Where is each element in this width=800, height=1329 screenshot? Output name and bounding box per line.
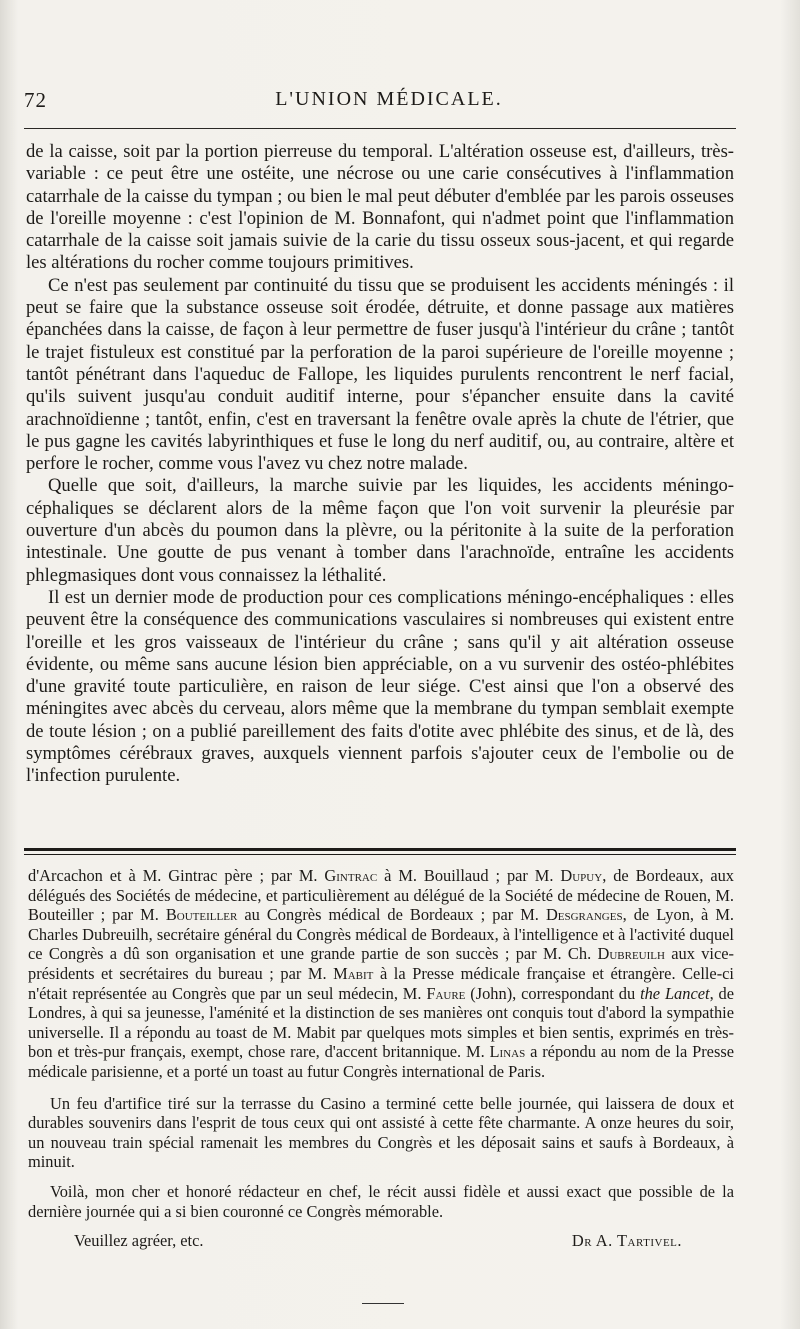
person-name: Dupuy xyxy=(560,866,603,885)
author-signature: Dr A. Tartivel. xyxy=(571,1231,682,1251)
salutation: Veuillez agréer, etc. xyxy=(74,1231,204,1251)
footnote-section xyxy=(28,866,734,1253)
person-name: Faure xyxy=(426,983,466,1003)
person-name: Gintrac xyxy=(324,866,378,885)
footnote-text: à la Presse médicale française et étrangère. Celle-ci n'était représentée au Congrès que par un seul médecin, M. xyxy=(28,963,734,1003)
footnote-text: , de Londres, à qui sa jeunesse, l'aménité et la distinction de ses manières ont conquis tout d'abord la sympathie universelle. Il a répondu au toast de M. Mabit par quelques mots simples et bien sentis, exprimés en très-bon et très-pur français, exempt, chose rare, d'accent britannique. M. xyxy=(28,983,734,1062)
article-paragraph-4: Il est un dernier mode de production pour ces complications méningo-encéphaliques : elles peuvent être la conséquence des communications vasculaires si nombreuses qui existent entre l'oreille et les gros vaisseaux de l'intérieur du crâne ; sans qu'il y ait altération osseuse évidente, ou même sans aucune lésion bien appréciable, on a vu survenir des ostéo-phlébites d'une gravité toute particulière, en raison de leur siége. C'est ainsi que l'on a observé des méningites avec abcès du cerveau, alors même que la membrane du tympan semblait exempte de toute lésion ; on a publié pareillement des faits d'otite avec phlébite des sinus, et de là, des symptômes cérébraux graves, auxquels viennent parfois s'ajouter ceux de l'embolie ou de l'infection purulente. xyxy=(26,586,734,787)
main-article-text xyxy=(26,141,734,788)
page-header xyxy=(24,88,754,118)
header-rule xyxy=(24,128,736,129)
footnote-text: au Congrès médical de Bordeaux ; par M. xyxy=(237,905,546,925)
footnote-text: , de Bordeaux, aux délégués des Sociétés de médecine, et particulièrement au délégué de la Société de médecine de Rouen, M. Bouteiller ; par M. xyxy=(28,866,734,925)
footnote-text: à M. Bouillaud ; par M. xyxy=(377,866,561,885)
person-name: Bouteiller xyxy=(165,905,238,925)
footnote-text: d'Arcachon et à M. Gintrac père ; par M. xyxy=(28,866,325,885)
person-name: Dubreuilh xyxy=(597,944,665,964)
footnote-text: (John), correspondant du xyxy=(465,983,641,1003)
article-paragraph-1: de la caisse, soit par la portion pierreuse du temporal. L'altération osseuse est, d'ailleurs, très-variable : ce peut être une ostéite, une nécrose ou une carie consécutives à l'inflammation catarrhale de la caisse du tympan ; ou bien le mal peut débuter d'emblée par les parois osseuses de l'oreille moyenne : c'est l'opinion de M. Bonnafont, qui n'admet point que l'inflammation catarrhale de la caisse soit jamais suivie de la carie du tissu osseux sous-jacent, et qui regarde les altérations du rocher comme toujours primitives. xyxy=(26,141,734,274)
person-name: Desgranges xyxy=(545,905,623,925)
footnote-paragraph-closing: Voilà, mon cher et honoré rédacteur en chef, le récit aussi fidèle et aussi exact que possible de la dernière journée qui a si bien couronné ce Congrès mémorable. xyxy=(28,1181,734,1221)
footnote-continuation-paragraph xyxy=(28,866,734,1082)
page-number: 72 xyxy=(24,88,47,112)
footnote-text: a répondu au nom de la Presse médicale parisienne, et a porté un toast au futur Congrès international de Paris. xyxy=(28,1042,734,1081)
footnote-paragraph-fireworks: Un feu d'artifice tiré sur la terrasse du Casino a terminé cette belle journée, qui laissera de doux et durables souvenirs dans l'esprit de tous ceux qui ont assisté à cette fête charmante. A onze heures du soir, un nouveau train spécial ramenait les membres du Congrès et les déposait sains et saufs à Bordeaux, à minuit. xyxy=(28,1093,734,1172)
journal-title: the Lancet xyxy=(640,983,710,1003)
person-name: Mabit xyxy=(333,963,374,983)
person-name: Linas xyxy=(489,1042,526,1062)
signature-line xyxy=(28,1231,734,1253)
article-paragraph-3: Quelle que soit, d'ailleurs, la marche suivie par les liquides, les accidents méningo-céphaliques se déclarent alors de la même façon que l'on voit survenir la pleurésie par ouverture d'un abcès du poumon dans la plèvre, ou la péritonite à la suite de la perforation intestinale. Une goutte de pus venant à tomber dans l'arachnoïde, entraîne les accidents phlegmasiques dont vous connaissez la léthalité. xyxy=(26,475,734,586)
closing-rule xyxy=(362,1303,404,1304)
footnote-text: aux vice-présidents et secrétaires du bureau ; par M. xyxy=(28,944,734,983)
running-title: L'UNION MÉDICALE. xyxy=(275,88,503,110)
footnote-text: , de Lyon, à M. Charles Dubreuilh, secrétaire général du Congrès médical de Bordeaux, à l'intelligence et à l'activité duquel ce Congrès a dû son organisation et une grande partie de son succès ; par M. Ch. xyxy=(28,905,735,964)
article-paragraph-2: Ce n'est pas seulement par continuité du tissu que se produisent les accidents méningés : il peut se faire que la substance osseuse soit érodée, détruite, et donne passage aux matières épanchées dans la caisse, de façon à leur permettre de fuser jusqu'à l'intérieur du crâne ; tantôt le trajet fistuleux est constitué par la perforation de la paroi supérieure de l'oreille moyenne ; tantôt pénétrant dans l'aqueduc de Fallope, les liquides purulents rencontrent le nerf facial, qu'ils suivent jusqu'au conduit auditif interne, pour s'épancher ensuite dans la cavité arachnoïdienne ; tantôt, enfin, c'est en traversant la fenêtre ovale après la chute de l'étrier, que le pus gagne les cavités labyrinthiques et fuse le long du nerf auditif, ou, au contraire, altère et perfore le rocher, comme vous l'avez vu chez notre malade. xyxy=(26,274,734,475)
section-separator-rule xyxy=(24,848,736,855)
